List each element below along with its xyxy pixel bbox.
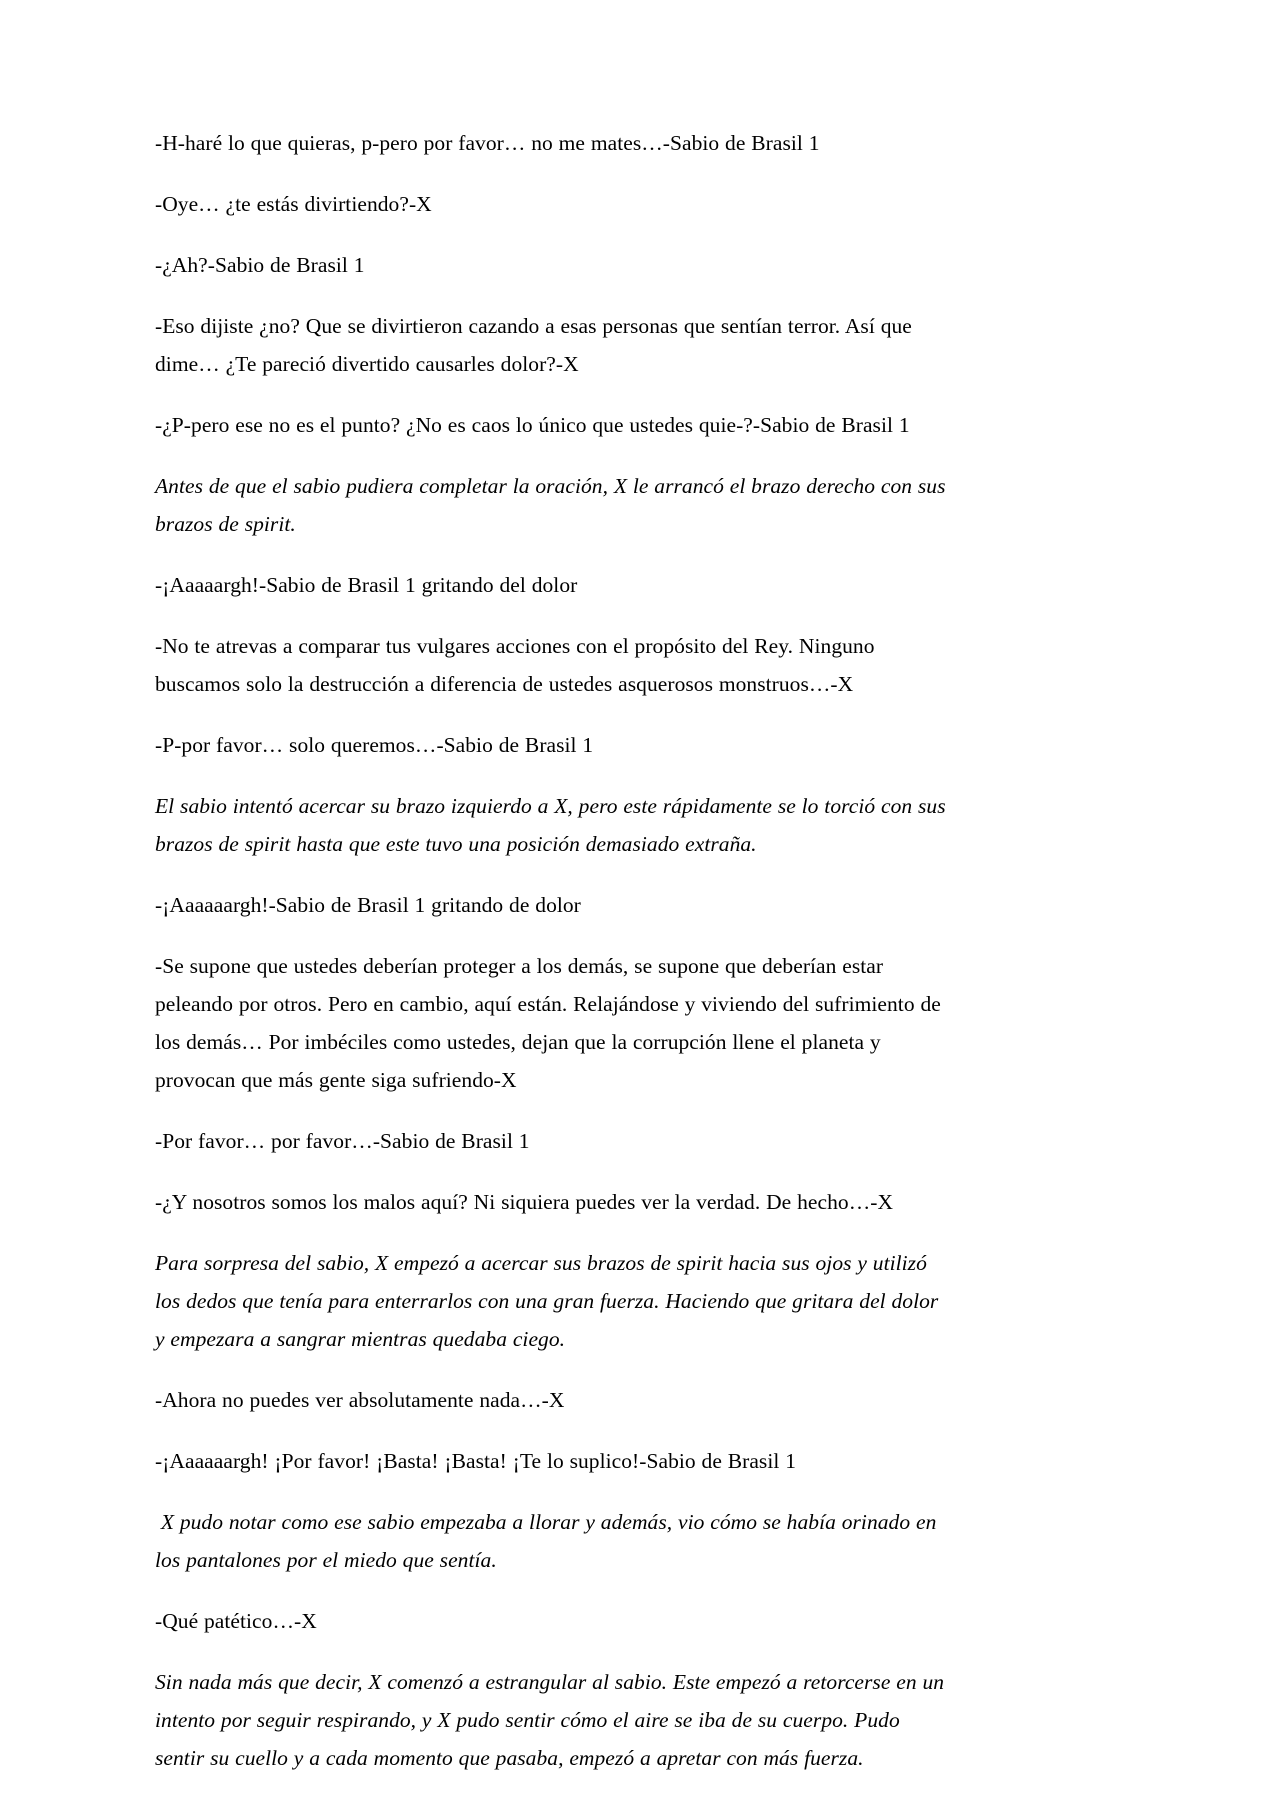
paragraph-dialogue: -Qué patético…-X [155, 1609, 317, 1633]
paragraph-narration: El sabio intentó acercar su brazo izquierdo a X, pero este rápidamente se lo torció con sus brazos de spirit hasta que este tuvo una posición demasiado extraña. [155, 794, 952, 856]
paragraph-dialogue: -Ahora no puedes ver absolutamente nada…-X [155, 1388, 565, 1412]
paragraph-narration: Para sorpresa del sabio, X empezó a acercar sus brazos de spirit hacia sus ojos y utilizó los dedos que tenía para enterrarlos con una gran fuerza. Haciendo que gritara del dolor y empezara a sangrar mientras quedaba ciego. [155, 1251, 945, 1351]
paragraph-dialogue: -No te atrevas a comparar tus vulgares acciones con el propósito del Rey. Ninguno buscamos solo la destrucción a diferencia de ustedes asquerosos monstruos…-X [155, 634, 881, 696]
paragraph-narration: X pudo notar como ese sabio empezaba a llorar y además, vio cómo se había orinado en los pantalones por el miedo que sentía. [155, 1510, 943, 1572]
paragraph-dialogue: -¡Aaaaargh!-Sabio de Brasil 1 gritando del dolor [155, 573, 578, 597]
paragraph-narration: Sin nada más que decir, X comenzó a estrangular al sabio. Este empezó a retorcerse en un intento por seguir respirando, y X pudo sentir cómo el aire se iba de su cuerpo. Pudo sentir su cuello y a cada momento que pasaba, empezó a apretar con más fuerza. [155, 1670, 950, 1770]
paragraph-dialogue: -P-por favor… solo queremos…-Sabio de Brasil 1 [155, 733, 594, 757]
paragraph-dialogue: -Oye… ¿te estás divirtiendo?-X [155, 192, 432, 216]
paragraph-narration: Antes de que el sabio pudiera completar la oración, X le arrancó el brazo derecho con sus brazos de spirit. [155, 474, 952, 536]
paragraph-dialogue: -¡Aaaaaargh!-Sabio de Brasil 1 gritando de dolor [155, 893, 581, 917]
paragraph-dialogue: -H-haré lo que quieras, p-pero por favor… no me mates…-Sabio de Brasil 1 [155, 131, 820, 155]
paragraph-dialogue: -¡Aaaaaargh! ¡Por favor! ¡Basta! ¡Basta! ¡Te lo suplico!-Sabio de Brasil 1 [155, 1449, 797, 1473]
document-body [155, 124, 951, 1777]
paragraph-dialogue: -Se supone que ustedes deberían proteger a los demás, se supone que deberían estar peleando por otros. Pero en cambio, aquí están. Relajándose y viviendo del sufrimiento de los demás… Por imbéciles como ustedes, dejan que la corrupción llene el planeta y provocan que más gente siga sufriendo-X [155, 954, 947, 1092]
paragraph-dialogue: -¿P-pero ese no es el punto? ¿No es caos lo único que ustedes quie-?-Sabio de Brasil 1 [155, 413, 910, 437]
paragraph-dialogue: -¿Ah?-Sabio de Brasil 1 [155, 253, 365, 277]
paragraph-dialogue: -Eso dijiste ¿no? Que se divirtieron cazando a esas personas que sentían terror. Así que dime… ¿Te pareció divertido causarles dolor?-X [155, 314, 918, 376]
paragraph-dialogue: -¿Y nosotros somos los malos aquí? Ni siquiera puedes ver la verdad. De hecho…-X [155, 1190, 894, 1214]
paragraph-dialogue: -Por favor… por favor…-Sabio de Brasil 1 [155, 1129, 530, 1153]
